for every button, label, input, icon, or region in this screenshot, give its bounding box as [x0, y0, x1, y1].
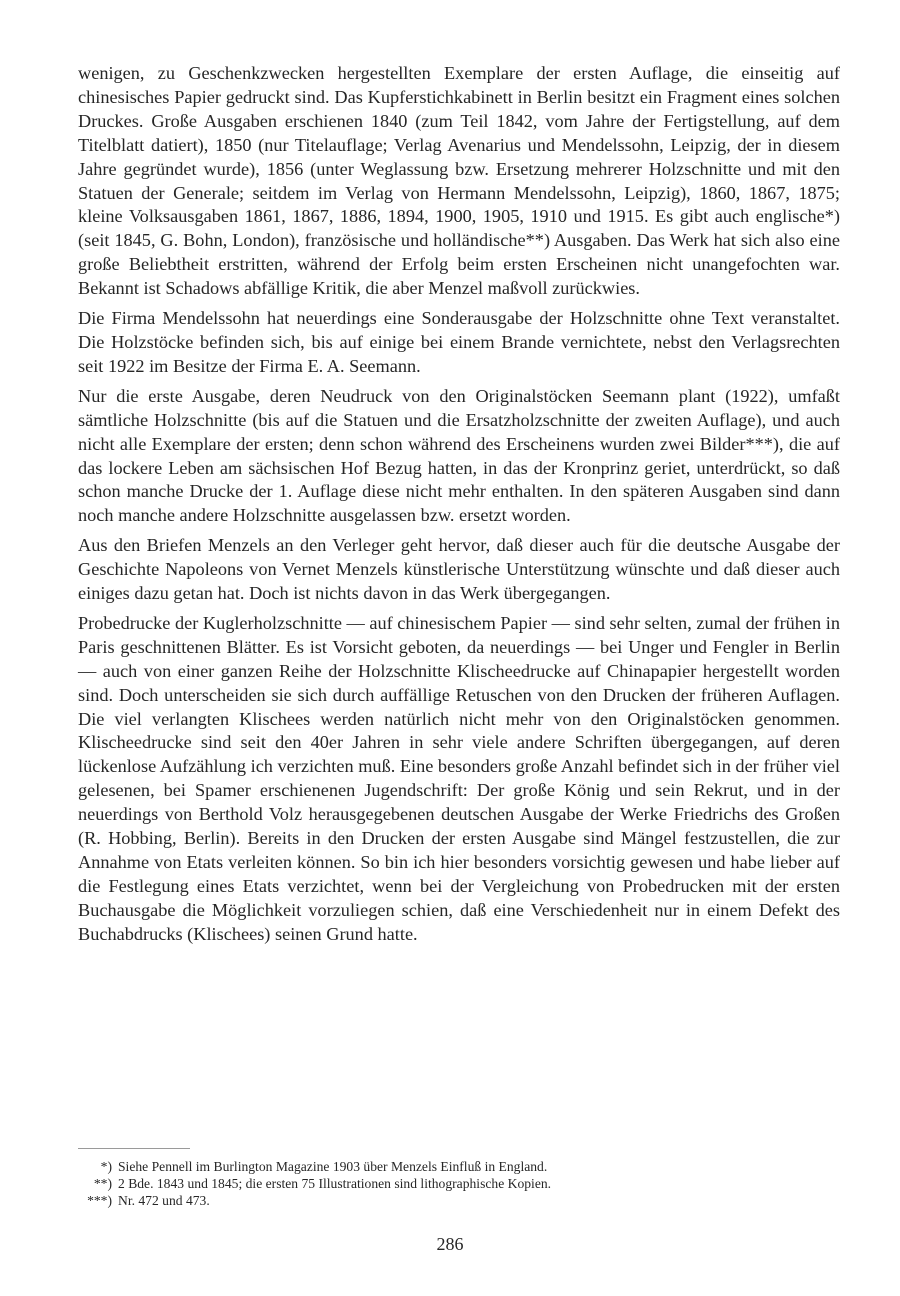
footnote-mark: **) [93, 1176, 112, 1191]
paragraph: Aus den Briefen Menzels an den Verleger geht hervor, daß dieser auch für die deutsche Ausgabe der Geschichte Napoleons von Vernet Menzels künstlerische Unterstützung wünschte und daß dieser auch einiges dazu getan hat. Doch ist nichts davon in das Werk übergegangen. [78, 535, 840, 604]
paragraph: Nur die erste Ausgabe, deren Neudruck von den Originalstöcken Seemann plant (1922), umfaßt sämtliche Holzschnitte (bis auf die Statuen und die Ersatzholzschnitte der zweiten Auflage), und auch nicht alle Exemplare der ersten; denn schon während des Erscheinens wurden zwei Bilder***), die auf das lockere Leben am sächsischen Hof Bezug hatten, in das der Kronprinz geriet, unterdrückt, so daß schon manche Drucke der 1. Auflage diese nicht mehr enthalten. In den späteren Ausgaben sind dann noch manche andere Holzschnitte ausgelassen bzw. ersetzt worden. [78, 385, 840, 526]
footnote-mark: *) [100, 1159, 112, 1174]
footnote [80, 1192, 780, 1209]
footnote-text: Siehe Pennell im Burlington Magazine 1903 über Menzels Einfluß in England. [118, 1159, 548, 1174]
footnote [80, 1158, 780, 1175]
body-text [78, 62, 840, 947]
footnote-text: 2 Bde. 1843 und 1845; die ersten 75 Illustrationen sind lithographische Kopien. [118, 1176, 552, 1191]
footnote-text: Nr. 472 und 473. [118, 1193, 210, 1208]
paragraph: wenigen, zu Geschenkzwecken hergestellten Exemplare der ersten Auflage, die einseitig auf chinesisches Papier gedruckt sind. Das Kupferstichkabinett in Berlin besitzt ein Fragment eines solchen Druckes. Große Ausgaben erschienen 1840 (zum Teil 1842, vom Jahre der Fertigstellung, auf dem Titelblatt datiert), 1850 (nur Titelauflage; Verlag Avenarius und Mendelssohn, Leipzig, der in diesem Jahre gegründet wurde), 1856 (unter Weglassung bzw. Ersetzung mehrerer Holzschnitte und mit den Statuen der Generale; seitdem im Verlag von Hermann Mendelssohn, Leipzig), 1860, 1867, 1875; kleine Volksausgaben 1861, 1867, 1886, 1894, 1900, 1905, 1910 und 1915. Es gibt auch englische*) (seit 1845, G. Bohn, London), französische und holländische**) Ausgaben. Das Werk hat sich also eine große Beliebtheit erstritten, während der Erfolg beim ersten Erscheinen nicht unangefochten war. Bekannt ist Schadows abfällige Kritik, die aber Menzel maßvoll zurückwies. [78, 63, 840, 299]
paragraph: Probedrucke der Kuglerholzschnitte — auf chinesischem Papier — sind sehr selten, zumal der frühen in Paris geschnittenen Blätter. Es ist Vorsicht geboten, da neuerdings — bei Unger und Fengler in Berlin — auch von einer ganzen Reihe der Holzschnitte Klischeedrucke auf Chinapapier hergestellt worden sind. Doch unterscheiden sie sich durch auffällige Retuschen von den Drucken der früheren Auflagen. Die viel verlangten Klischees werden natürlich nicht mehr von den Originalstöcken genommen. Klischeedrucke sind seit den 40er Jahren in sehr viele andere Schriften übergegangen, auf deren lückenlose Aufzählung ich verzichten muß. Eine besonders große Anzahl befindet sich in der früher viel gelesenen, bei Spamer erschienenen Jugendschrift: Der große König und sein Rekrut, und in der neuerdings von Berthold Volz herausgegebenen deutschen Ausgabe der Werke Friedrichs des Großen (R. Hobbing, Berlin). Bereits in den Drucken der ersten Ausgabe sind Mängel festzustellen, die zur Annahme von Etats verleiten können. So bin ich hier besonders vorsichtig gewesen und habe lieber auf die Festlegung eines Etats verzichtet, wenn bei der Vergleichung von Probedrucken mit der ersten Buchausgabe die Möglichkeit vorzuliegen schien, daß eine Verschiedenheit nur in einem Defekt des Buchabdrucks (Klischees) seinen Grund hatte. [78, 612, 840, 944]
footnote [80, 1175, 780, 1192]
paragraph: Die Firma Mendelssohn hat neuerdings eine Sonderausgabe der Holzschnitte ohne Text veranstaltet. Die Holzstöcke befinden sich, bis auf einige bei einem Brande vernichtete, nebst den Verlagsrechten seit 1922 im Besitze der Firma E. A. Seemann. [78, 308, 840, 376]
footnote-divider [78, 1148, 190, 1149]
page-number: 286 [436, 1234, 464, 1254]
footnote-mark: ***) [87, 1193, 112, 1208]
footnotes [80, 1158, 780, 1209]
